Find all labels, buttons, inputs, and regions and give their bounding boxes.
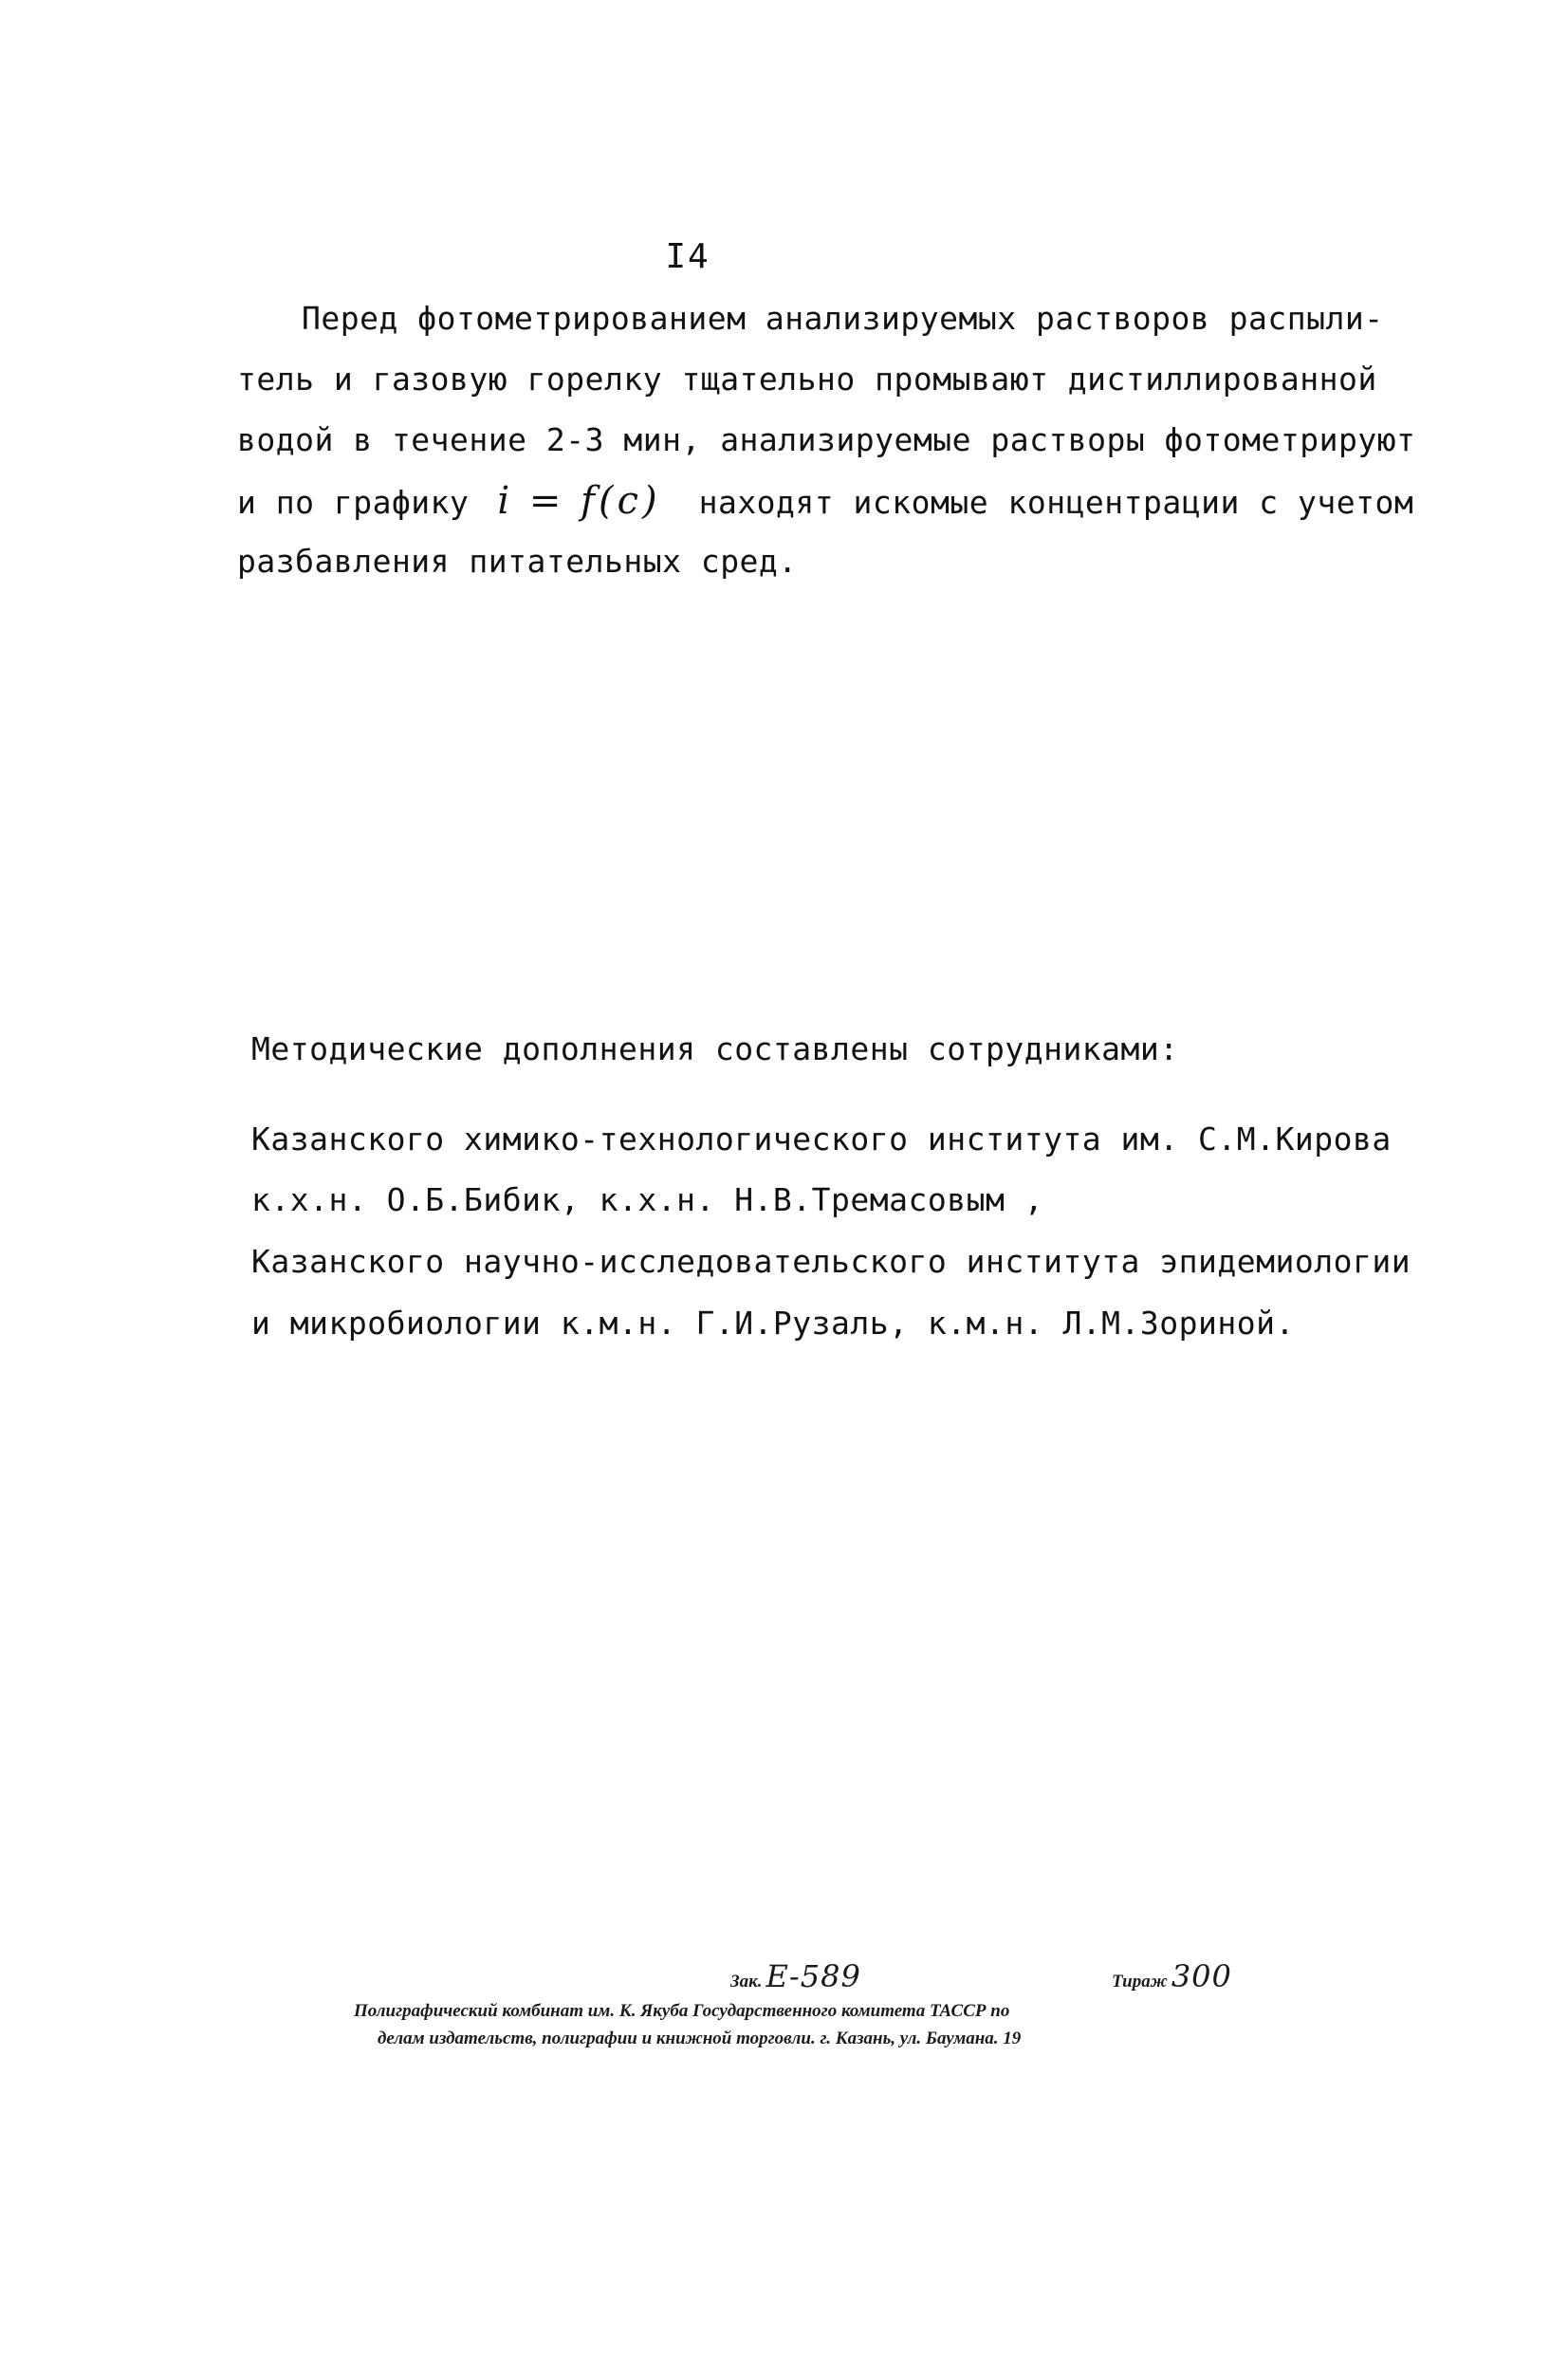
paragraph-line-4-end: находят искомые концентрации с учетом bbox=[698, 484, 1414, 521]
page-number: I4 bbox=[665, 237, 710, 276]
handwritten-formula: i = f(c) bbox=[497, 479, 661, 523]
paragraph-line-3: водой в течение 2-3 мин, анализируемые растворы фотометрируют bbox=[237, 421, 1416, 458]
credits-line-2: к.х.н. О.Б.Бибик, к.х.н. Н.В.Тремасовым , bbox=[251, 1181, 1044, 1218]
paragraph-line-2: тель и газовую горелку тщательно промывают дистиллированной bbox=[237, 361, 1377, 398]
order-value: Е-589 bbox=[766, 1958, 861, 1994]
order-number bbox=[730, 1958, 861, 1994]
publisher-line-1: Полиграфический комбинат им. К. Якуба Государственного комитета ТАССР по bbox=[354, 2001, 1010, 2021]
print-run-label: Тираж bbox=[1112, 1972, 1168, 1992]
print-run bbox=[1112, 1958, 1232, 1994]
paragraph-line-4-start: и по графику bbox=[237, 484, 470, 521]
paragraph-line-5: разбавления питательных сред. bbox=[237, 543, 798, 580]
credits-line-3: Казанского научно-исследовательского института эпидемиологии bbox=[251, 1243, 1411, 1280]
credits-heading: Методические дополнения составлены сотрудниками: bbox=[251, 1030, 1179, 1067]
credits-line-1: Казанского химико-технологического института им. С.М.Кирова bbox=[251, 1121, 1392, 1158]
credits-line-4: и микробиологии к.м.н. Г.И.Рузаль, к.м.н. Л.М.Зориной. bbox=[251, 1305, 1295, 1342]
print-run-value: 300 bbox=[1171, 1958, 1232, 1994]
publisher-line-2: делам издательств, полиграфии и книжной торговли. г. Казань, ул. Баумана. 19 bbox=[378, 2029, 1022, 2048]
paragraph-line-1: Перед фотометрированием анализируемых растворов распыли- bbox=[302, 300, 1384, 337]
order-label: Зак. bbox=[730, 1972, 763, 1992]
paragraph-line-4 bbox=[237, 479, 1414, 523]
